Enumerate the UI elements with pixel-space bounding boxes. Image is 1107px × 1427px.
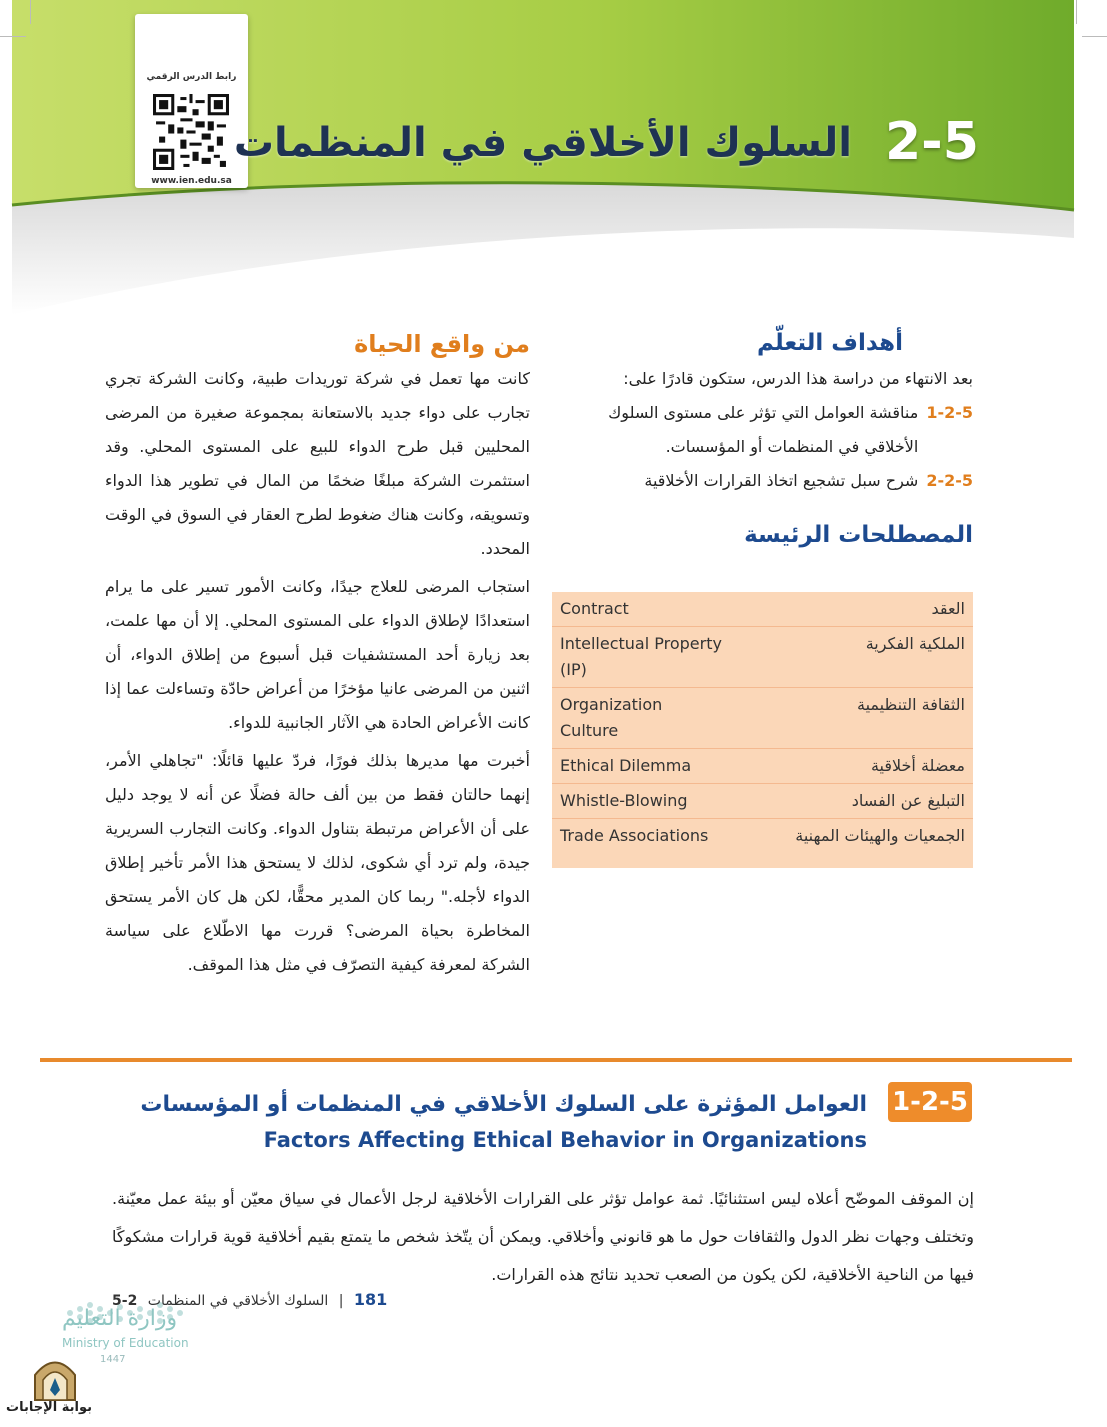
- section-divider: [40, 1058, 1072, 1062]
- term-arabic: الملكية الفكرية: [865, 634, 965, 653]
- term-row: [552, 688, 973, 749]
- objective-text: شرح سبل تشجيع اتخاذ القرارات الأخلاقية: [644, 471, 919, 490]
- qr-url[interactable]: www.ien.edu.sa: [151, 176, 232, 186]
- answers-gate-label: بوابة الإجابات: [6, 1400, 92, 1415]
- objectives-column: [553, 330, 973, 548]
- term-row: [552, 819, 973, 853]
- term-english: Trade Associations: [560, 826, 709, 845]
- terms-heading: المصطلحات الرئيسة: [744, 522, 973, 548]
- answers-gate-logo-icon: [10, 1350, 100, 1427]
- section-title-english: Factors Affecting Ethical Behavior in Organizations: [263, 1128, 867, 1152]
- objective-text: مناقشة العوامل التي تؤثر على مستوى السلوك الأخلاقي في المنظمات أو المؤسسات.: [608, 403, 919, 456]
- term-arabic: التبليغ عن الفساد: [851, 791, 965, 810]
- section-title-arabic: العوامل المؤثرة على السلوك الأخلاقي في المنظمات أو المؤسسات: [140, 1092, 867, 1117]
- footer-lesson-label: السلوك الأخلاقي في المنظمات: [147, 1293, 329, 1309]
- term-english: Contract: [560, 599, 629, 618]
- real-life-paragraph: أخبرت مها مديرها بذلك فورًا، فردّ عليها قائلًا: "تجاهلي الأمر، إنهما حالتان فقط من بين ألف حالة فضلًا عن أنه لا يوجد دليل على أن الأعراض مرتبطة بتناول الدواء. وكانت التجارب السريرية جيدة، ولم ترد أي شكوى، لذلك لا يستحق هذا الأمر تأخير إطلاق الدواء لأجله." ربما كان المدير محقًّا، لكن هل كان الأمر يستحق المخاطرة بحياة المرضى؟ قررت مها الاطّلاع على سياسة الشركة لمعرفة كيفية التصرّف في مثل هذا الموقف.: [105, 751, 530, 974]
- term-arabic: الجمعيات والهيئات المهنية: [795, 826, 965, 845]
- page-number: 181: [353, 1290, 388, 1309]
- real-life-heading: من واقع الحياة: [354, 330, 530, 358]
- lesson-title: السلوك الأخلاقي في المنظمات: [233, 120, 852, 166]
- objective-number: 1-2-5: [926, 403, 973, 422]
- term-english: Organization Culture: [560, 695, 663, 740]
- page-footer: 181 | السلوك الأخلاقي في المنظمات 2-5: [112, 1290, 388, 1309]
- objective-number: 2-2-5: [926, 471, 973, 490]
- term-arabic: العقد: [931, 599, 965, 618]
- ministry-name-arabic: وزارة التعليم: [62, 1306, 178, 1331]
- objective-item: [553, 464, 973, 498]
- term-row: [552, 749, 973, 784]
- qr-card[interactable]: [135, 14, 248, 188]
- objectives-intro: بعد الانتهاء من دراسة هذا الدرس، ستكون قادرًا على:: [623, 369, 973, 388]
- real-life-column: [105, 330, 530, 982]
- real-life-paragraph: كانت مها تعمل في شركة توريدات طبية، وكانت الشركة تجري تجارب على دواء جديد بالاستعانة بمجموعة صغيرة من المرضى المحليين قبل طرح الدواء للبيع على المستوى المحلي. وقد استثمرت الشركة مبلغًا ضخمًا من المال في تطوير هذا الدواء وتسويقه، وكانت هناك ضغوط لطرح العقار في السوق في الوقت المحدد.: [105, 369, 530, 558]
- term-english: Intellectual Property (IP): [560, 634, 722, 679]
- qr-caption: رابط الدرس الرقمي: [146, 72, 237, 82]
- objective-item: [553, 396, 973, 464]
- real-life-paragraph: استجاب المرضى للعلاج جيدًا، وكانت الأمور تسير على ما يرام استعدادًا لإطلاق الدواء على المستوى المحلي. إلا أن مها علمت، بعد زيارة أحد المستشفيات قبل أسبوع من إطلاق الدواء، أن اثنين من المرضى عانيا مؤخرًا من أعراض حادّة وتساءلت عما إذا كانت الأعراض الحادة هي الآثار الجانبية للدواء.: [105, 577, 530, 732]
- term-row: [552, 627, 973, 688]
- term-arabic: الثقافة التنظيمية: [856, 695, 965, 714]
- section-body: إن الموقف الموضّح أعلاه ليس استثنائيًا. ثمة عوامل تؤثر على القرارات الأخلاقية لرجل الأعمال في سياق معيّن أو بيئة عمل معيّنة. وتختلف وجهات نظر الدول والثقافات حول ما هو قانوني وأخلاقي. ويمكن أن يتّخذ شخص ما يتمتع بقيم أخلاقية قوية قرارات مشكوكًا فيها من الناحية الأخلاقية، لكن يكون من الصعب تحديد نتائج هذه القرارات.: [112, 1189, 974, 1284]
- section-number: 1-2-5: [888, 1082, 972, 1122]
- term-arabic: معضلة أخلاقية: [870, 756, 965, 775]
- ministry-year: 1447: [100, 1354, 126, 1365]
- footer-lesson-number: 2-5: [112, 1293, 138, 1309]
- qr-code-icon[interactable]: [153, 94, 229, 170]
- key-terms-table: [552, 592, 973, 868]
- ministry-name-english: Ministry of Education: [62, 1336, 189, 1350]
- objectives-heading: أهداف التعلّم: [756, 330, 903, 356]
- term-row: [552, 784, 973, 819]
- term-english: Ethical Dilemma: [560, 756, 692, 775]
- lesson-number: 2-5: [885, 112, 979, 172]
- term-row: [552, 592, 973, 627]
- term-english: Whistle-Blowing: [560, 791, 688, 810]
